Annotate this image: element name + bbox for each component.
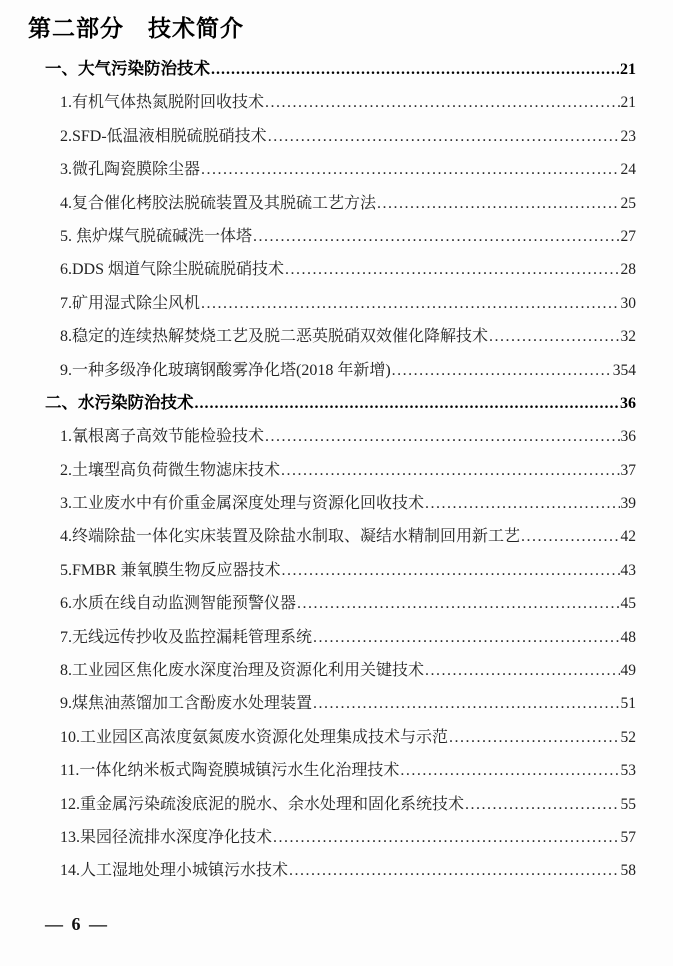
- toc-item: [45, 253, 636, 286]
- dot-leader: [449, 721, 619, 754]
- dot-leader: [425, 487, 619, 520]
- toc-item: [45, 120, 636, 153]
- toc-item-page-number: 53: [620, 762, 636, 780]
- dot-leader: [201, 153, 619, 186]
- dot-leader: [489, 320, 619, 353]
- toc-section-page-number: 21: [620, 61, 636, 78]
- toc-item-page-number: 55: [620, 795, 636, 813]
- toc-item-page-number: 30: [620, 294, 636, 312]
- toc-item-label: 14.人工湿地处理小城镇污水技术: [60, 862, 289, 880]
- toc-item: [45, 754, 636, 787]
- toc-item: [45, 854, 636, 887]
- toc-item-page-number: 51: [620, 695, 636, 713]
- toc-item: [45, 420, 636, 453]
- toc-item-label: 8.稳定的连续热解焚烧工艺及脱二恶英脱硝双效催化降解技术: [60, 328, 489, 346]
- dot-leader: [521, 520, 619, 553]
- dot-leader: [265, 420, 619, 453]
- toc-item: [45, 354, 636, 387]
- toc-item-label: 4.终端除盐一体化实床装置及除盐水制取、凝结水精制回用新工艺: [60, 528, 521, 546]
- toc-item-page-number: 37: [620, 461, 636, 479]
- toc-item: [45, 587, 636, 620]
- toc-item: [45, 86, 636, 119]
- toc-item-label: 5.FMBR 兼氧膜生物反应器技术: [60, 561, 281, 579]
- toc-item-page-number: 23: [620, 127, 636, 145]
- dot-leader: [425, 654, 619, 687]
- dot-leader: [289, 854, 619, 887]
- toc-item-label: 2.SFD-低温液相脱硫脱硝技术: [60, 127, 267, 145]
- toc-item-page-number: 24: [620, 161, 636, 179]
- toc-item: [45, 821, 636, 854]
- toc-section-label: 二、水污染防治技术: [45, 393, 194, 412]
- toc-item-label: 3.微孔陶瓷膜除尘器: [60, 161, 201, 179]
- toc-item-page-number: 354: [612, 361, 636, 379]
- dot-leader: [253, 220, 619, 253]
- toc-item: [45, 788, 636, 821]
- toc-item-label: 3.工业废水中有价重金属深度处理与资源化回收技术: [60, 495, 425, 513]
- toc-item: [45, 520, 636, 553]
- dot-leader: [465, 788, 619, 821]
- toc-section-label: 一、大气污染防治技术: [45, 60, 210, 78]
- toc-item: [45, 654, 636, 687]
- dot-leader: [201, 287, 619, 320]
- toc-section-page-number: 36: [620, 394, 636, 412]
- dot-leader: [400, 754, 619, 787]
- dot-leader: [281, 554, 619, 587]
- toc-item-label: 7.矿用湿式除尘风机: [60, 294, 201, 312]
- dot-leader: [392, 354, 612, 387]
- toc-item-page-number: 45: [620, 595, 636, 613]
- toc-section-heading: [45, 53, 636, 86]
- toc-item-page-number: 27: [620, 227, 636, 245]
- toc-item-page-number: 43: [620, 561, 636, 579]
- toc-item: [45, 320, 636, 353]
- toc-item-label: 2.土壤型高负荷微生物滤床技术: [60, 461, 281, 479]
- toc-item: [45, 621, 636, 654]
- toc-item: [45, 153, 636, 186]
- toc-item-page-number: 42: [620, 528, 636, 546]
- dot-leader: [268, 120, 620, 153]
- toc-item-label: 13.果园径流排水深度净化技术: [60, 828, 273, 846]
- toc-item: [45, 220, 636, 253]
- toc-item-page-number: 48: [620, 628, 636, 646]
- toc-item-page-number: 32: [620, 328, 636, 346]
- toc-item-label: 1.氰根离子高效节能检验技术: [60, 428, 265, 446]
- page-title: 第二部分 技术简介: [28, 15, 244, 41]
- toc-item-label: 11.一体化纳米板式陶瓷膜城镇污水生化治理技术: [60, 762, 400, 780]
- dot-leader: [297, 587, 619, 620]
- dot-leader: [313, 621, 619, 654]
- toc: [45, 53, 636, 888]
- dot-leader: [313, 687, 619, 720]
- toc-item: [45, 554, 636, 587]
- dot-leader: [377, 187, 619, 220]
- toc-item-label: 8.工业园区焦化废水深度治理及资源化利用关键技术: [60, 662, 425, 680]
- toc-item-page-number: 52: [620, 728, 636, 746]
- toc-item-page-number: 58: [620, 862, 636, 880]
- toc-item-label: 1.有机气体热氮脱附回收技术: [60, 94, 265, 112]
- toc-item-label: 12.重金属污染疏浚底泥的脱水、余水处理和固化系统技术: [60, 795, 465, 813]
- toc-item-page-number: 28: [620, 261, 636, 279]
- toc-item-label: 9.一种多级净化玻璃钢酸雾净化塔(2018 年新增): [60, 361, 391, 379]
- toc-item: [45, 687, 636, 720]
- toc-item: [45, 187, 636, 220]
- dot-leader: [281, 454, 619, 487]
- dot-leader: [265, 86, 619, 119]
- toc-item-label: 10.工业园区高浓度氨氮废水资源化处理集成技术与示范: [60, 728, 449, 746]
- page-footer-number: — 6 —: [45, 914, 109, 934]
- toc-item-label: 5. 焦炉煤气脱硫碱洗一体塔: [60, 227, 253, 245]
- dot-leader: [211, 53, 619, 86]
- dot-leader: [195, 387, 620, 420]
- dot-leader: [285, 253, 619, 286]
- toc-item-page-number: 39: [620, 495, 636, 513]
- toc-section-heading: [45, 387, 636, 420]
- toc-item-page-number: 21: [620, 94, 636, 112]
- toc-item-page-number: 57: [620, 828, 636, 846]
- toc-item-page-number: 25: [620, 194, 636, 212]
- dot-leader: [273, 821, 619, 854]
- toc-item-label: 4.复合催化栲胶法脱硫装置及其脱硫工艺方法: [60, 194, 377, 212]
- toc-item-label: 6.DDS 烟道气除尘脱硫脱硝技术: [60, 261, 285, 279]
- toc-item: [45, 721, 636, 754]
- toc-item: [45, 487, 636, 520]
- toc-item: [45, 454, 636, 487]
- toc-item-page-number: 36: [620, 428, 636, 446]
- toc-item-page-number: 49: [620, 662, 636, 680]
- toc-item: [45, 287, 636, 320]
- toc-item-label: 7.无线远传抄收及监控漏耗管理系统: [60, 628, 313, 646]
- toc-item-label: 9.煤焦油蒸馏加工含酚废水处理装置: [60, 695, 313, 713]
- toc-item-label: 6.水质在线自动监测智能预警仪器: [60, 595, 297, 613]
